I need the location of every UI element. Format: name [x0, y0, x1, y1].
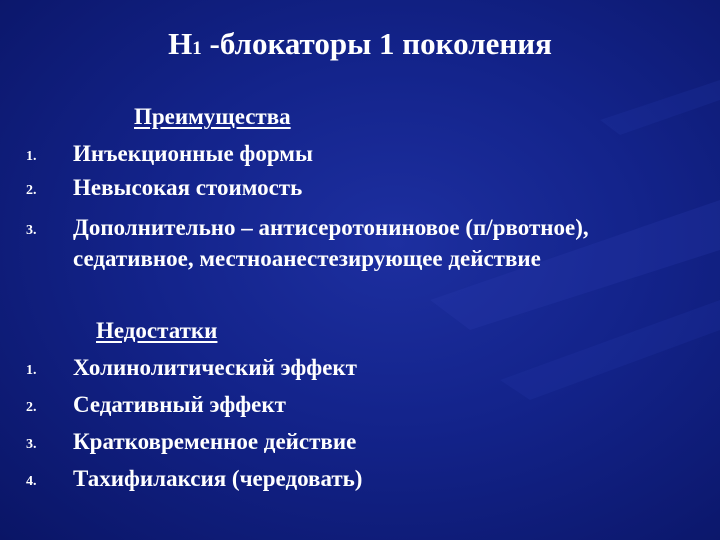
item-number: 2.	[26, 400, 37, 415]
item-text: Кратковременное действие	[73, 429, 357, 454]
item-text: Тахифилаксия (чередовать)	[73, 466, 363, 491]
advantages-heading: Преимущества	[134, 104, 291, 129]
item-number: 3.	[26, 437, 37, 452]
item-number: 1.	[26, 149, 37, 164]
title-subscript: 1	[192, 38, 202, 59]
item-number: 4.	[26, 474, 37, 489]
item-text: Холинолитический эффект	[73, 355, 357, 380]
title-main: H	[168, 26, 193, 61]
item-text: Дополнительно – антисеротониновое (п/рвотное), седативное, местноанестезирующее действие	[73, 215, 589, 271]
slide-title	[0, 26, 720, 62]
title-rest: -блокаторы 1 поколения	[201, 26, 552, 61]
item-number: 1.	[26, 363, 37, 378]
item-text: Инъекционные формы	[73, 141, 313, 166]
item-number: 3.	[26, 223, 37, 238]
item-text: Невысокая стоимость	[73, 175, 303, 200]
disadvantages-heading: Недостатки	[96, 318, 218, 343]
item-number: 2.	[26, 183, 37, 198]
item-text: Седативный эффект	[73, 392, 286, 417]
